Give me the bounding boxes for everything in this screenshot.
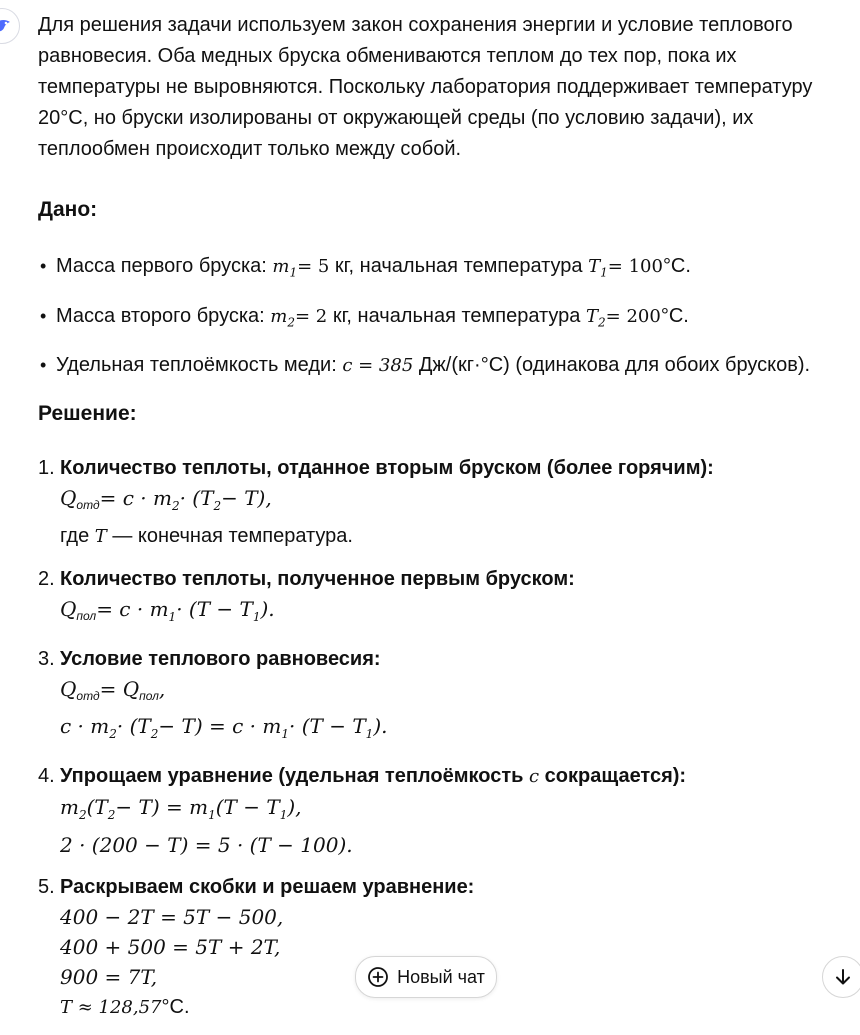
solution-step-2: 2. Количество теплоты, полученное первым бруском: $Q_{пол}= c \cdot m_1\cdot (T - T_1)$.: [38, 564, 854, 632]
step3-formula-1: $Q_{отд}= Q_{пол}$,: [60, 677, 166, 704]
step5-formula-1: 400 − 2T = 5T − 500,: [60, 905, 284, 930]
solution-step-1: 1. Количество теплоты, отданное вторым бруском (более горячим): $Q_{отд}= c \cdot m_2\cdot (T_2- T)$, где T — конечная температура.: [38, 453, 854, 552]
step1-note: где T — конечная температура.: [60, 525, 353, 548]
new-chat-button[interactable]: [355, 956, 497, 998]
step4-formula-2: 2 · (200 − T) = 5 · (T − 100).: [60, 833, 353, 858]
solution-heading: Решение:: [38, 402, 137, 426]
step5-formula-3: 900 = 7T,: [60, 965, 158, 990]
given-list: [38, 251, 854, 381]
assistant-message: [38, 10, 854, 1035]
given-heading: Дано:: [38, 198, 98, 221]
step3-formula-2: $c \cdot m_2\cdot (T_2- T) = c \cdot m_1\cdot (T - T_1)$.: [60, 714, 388, 742]
step2-formula: $Q_{пол}= c \cdot m_1\cdot (T - T_1)$.: [60, 597, 275, 625]
new-chat-label: Новый чат: [397, 966, 485, 987]
given-item-mass-1: • Масса первого бруска: $m_1= 5$ кг, начальная температура $T_1= 100^\circ С$.: [38, 251, 854, 288]
intro-paragraph: Для решения задачи используем закон сохранения энергии и условие теплового равновесия. Оба медных бруска обмениваются теплом до тех пор, пока их температуры не выровняются. Поскольку лаборатория поддерживает температуру 20°С, но бруски изолированы от окружающей среды (по условию задачи), их теплообмен происходит только между собой.: [38, 14, 813, 160]
plus-circle-icon: [367, 966, 389, 988]
solution-step-4: 4. Упрощаем уравнение (удельная теплоёмкость c сокращается): $m_2(T_2- T) = m_1(T - T_1)$, 2 · (200 − T) = 5 · (T − 100).: [38, 761, 854, 860]
assistant-avatar: [0, 8, 20, 44]
step1-formula: $Q_{отд}= c \cdot m_2\cdot (T_2- T)$,: [60, 486, 272, 514]
given-item-mass-2: • Масса второго бруска: $m_2= 2$ кг, начальная температура $T_2= 200^\circ С$.: [38, 301, 854, 338]
step4-formula-1: $m_2(T_2- T) = m_1(T - T_1)$,: [60, 795, 302, 823]
assistant-logo-icon: [0, 15, 13, 37]
solution-step-3: 3. Условие теплового равновесия: $Q_{отд}= Q_{пол}$, $c \cdot m_2\cdot (T_2- T) = c \cdot m_1\cdot (T - T_1)$.: [38, 644, 854, 749]
solution-step-5: 5. Раскрываем скобки и решаем уравнение: 400 − 2T = 5T − 500, 400 + 500 = 5T + 2T, 900 = 7T, T ≈ 128,57°С.: [38, 872, 854, 1023]
solution-steps: [38, 453, 854, 1023]
scroll-down-button[interactable]: [822, 956, 860, 998]
step5-formula-2: 400 + 500 = 5T + 2T,: [60, 935, 281, 960]
arrow-down-icon: [833, 967, 853, 987]
step5-result: T ≈ 128,57°С.: [60, 996, 190, 1019]
given-item-heat-capacity: • Удельная теплоёмкость меди: c = 385 Дж/(кг·°С) (одинакова для обоих брусков).: [38, 350, 854, 381]
